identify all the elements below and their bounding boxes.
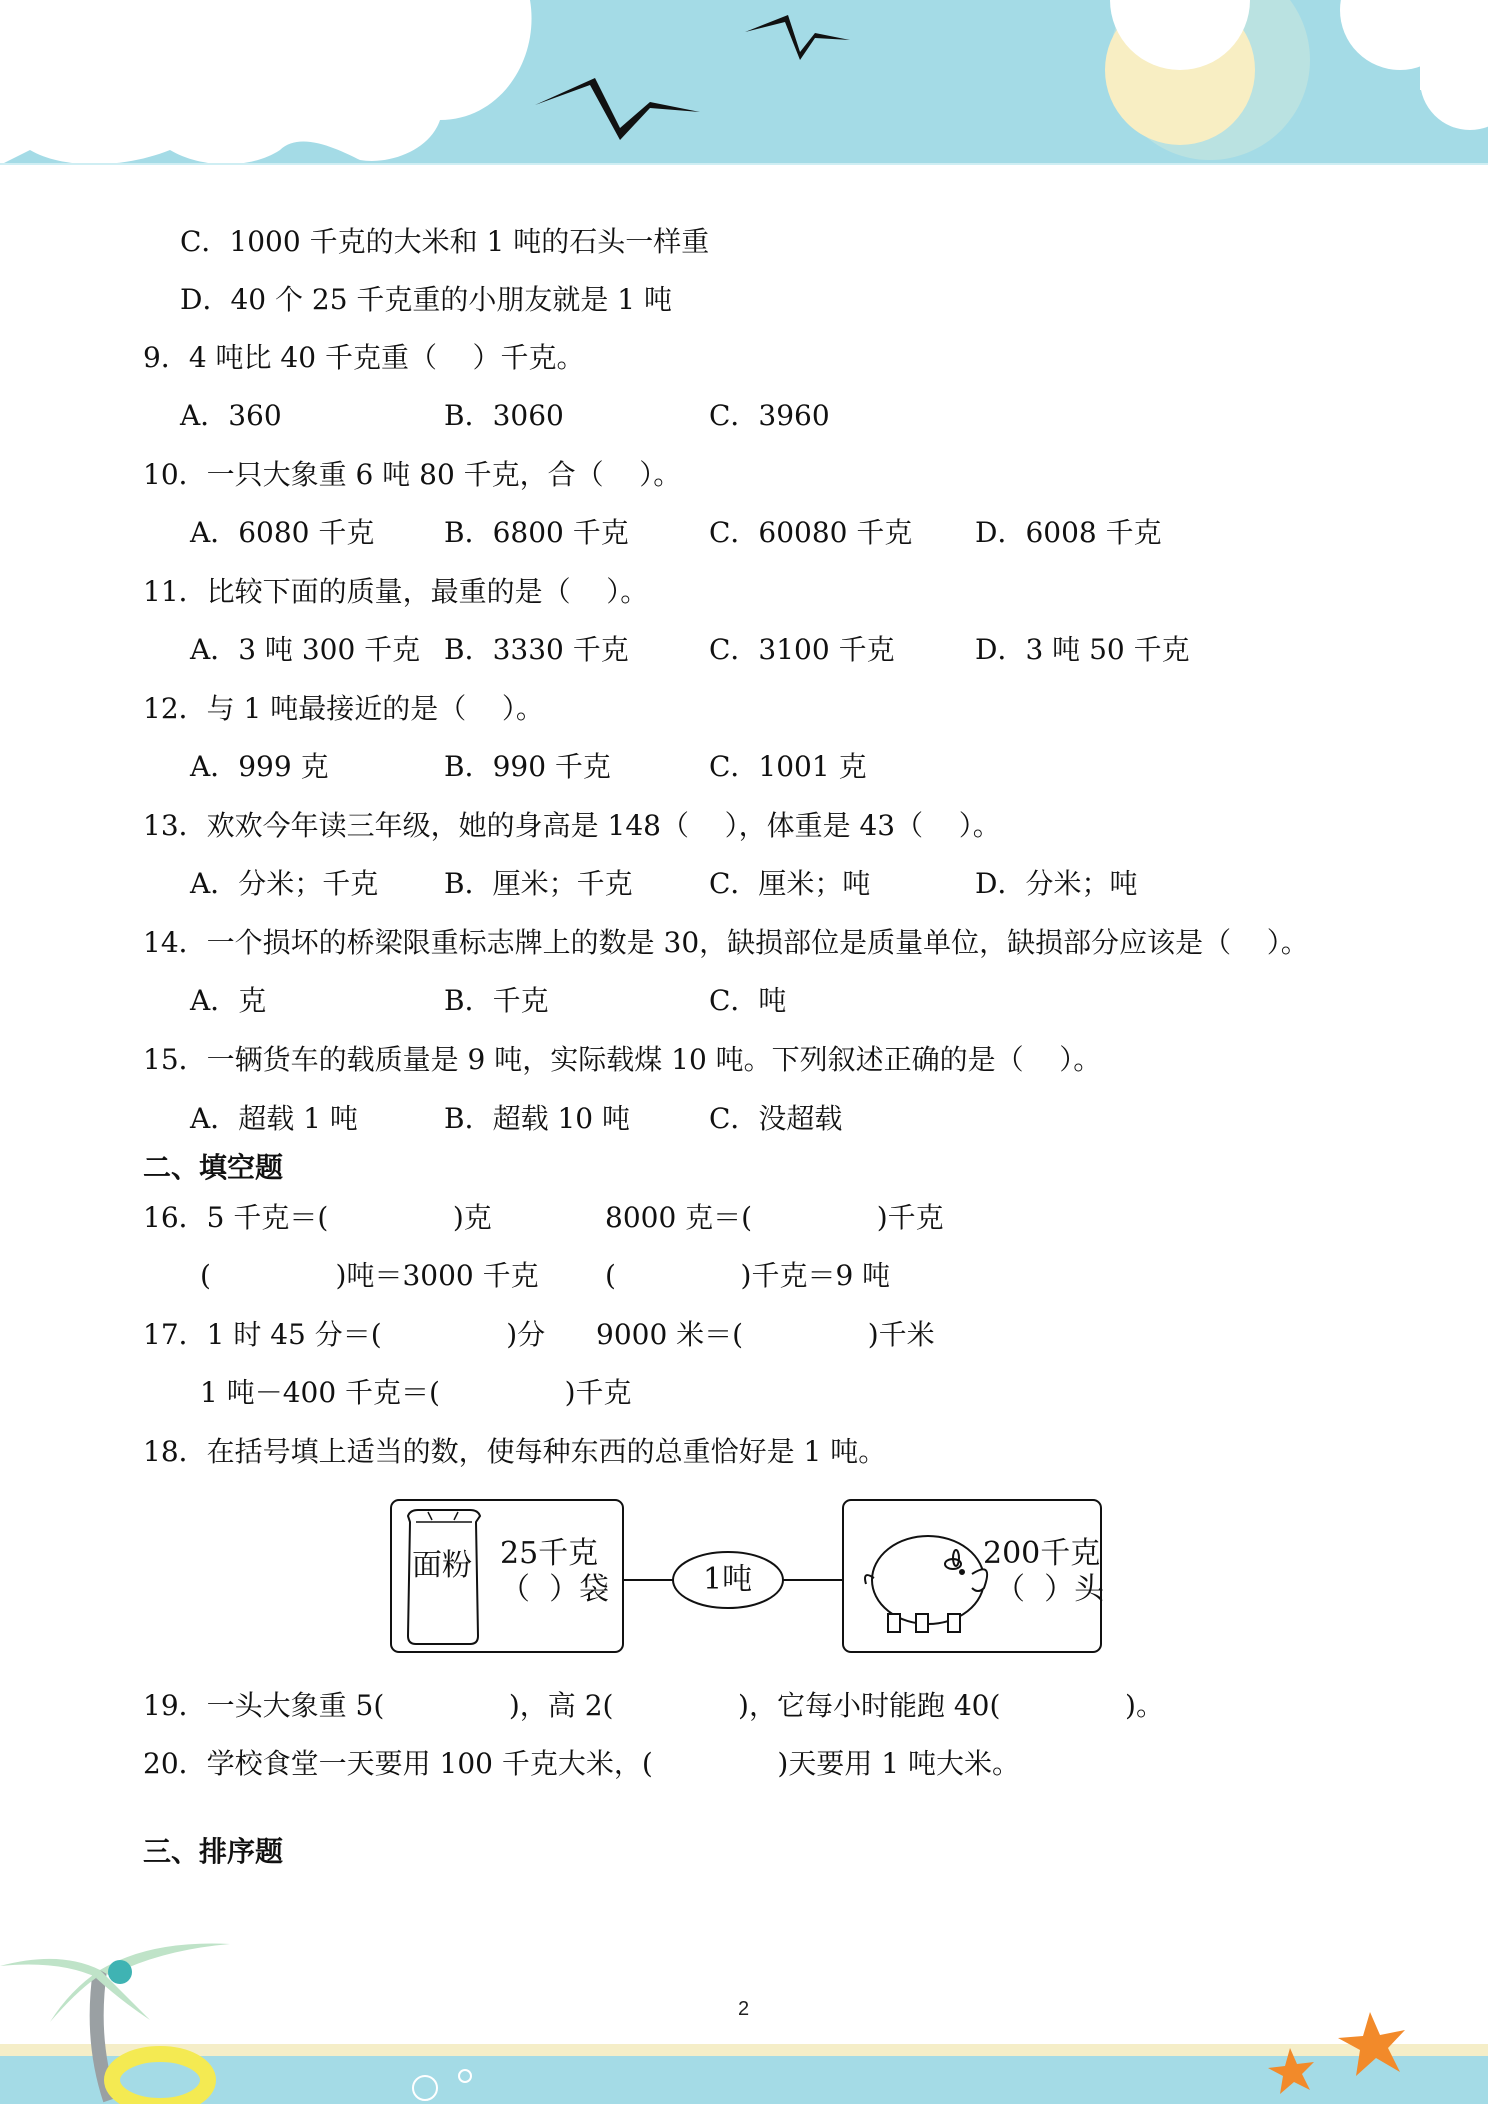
question-15: 15．一辆货车的载质量是 9 吨，实际载煤 10 吨。下列叙述正确的是（ ）。 bbox=[143, 1043, 1102, 1076]
option-15c: C．没超载 bbox=[709, 1102, 843, 1135]
option-13d: D．分米；吨 bbox=[975, 867, 1138, 900]
question-13: 13．欢欢今年读三年级，她的身高是 148（ ），体重是 43（ ）。 bbox=[143, 809, 1001, 842]
header-decoration bbox=[0, 0, 1488, 170]
option-15a: A．超载 1 吨 bbox=[190, 1102, 358, 1135]
option-11d: D．3 吨 50 千克 bbox=[975, 633, 1190, 666]
flour-unit: （ ）袋 bbox=[500, 1572, 610, 1607]
question-12: 12．与 1 吨最接近的是（ ）。 bbox=[143, 692, 544, 725]
question-17a: 17．1 时 45 分＝( )分 bbox=[143, 1318, 546, 1351]
option-11b: B．3330 千克 bbox=[444, 633, 629, 666]
section-2-title: 二、填空题 bbox=[143, 1151, 284, 1184]
option-12a: A．999 克 bbox=[190, 750, 329, 783]
page-number: 2 bbox=[738, 1998, 750, 2020]
question-18: 18．在括号填上适当的数，使每种东西的总重恰好是 1 吨。 bbox=[143, 1435, 887, 1468]
option-10a: A．6080 千克 bbox=[190, 516, 375, 549]
question-11: 11．比较下面的质量，最重的是（ ）。 bbox=[143, 575, 649, 608]
option-9c: C．3960 bbox=[709, 399, 830, 432]
flour-label: 面粉 bbox=[412, 1548, 472, 1583]
option-8d: D．40 个 25 千克重的小朋友就是 1 吨 bbox=[180, 283, 673, 316]
pig-unit: （ ）头 bbox=[995, 1572, 1105, 1607]
option-8c: C．1000 千克的大米和 1 吨的石头一样重 bbox=[180, 225, 710, 258]
option-13a: A．分米；千克 bbox=[190, 867, 379, 900]
question-9: 9．4 吨比 40 千克重（ ）千克。 bbox=[143, 341, 585, 374]
footer-decoration bbox=[0, 1930, 1488, 2104]
option-12b: B．990 千克 bbox=[444, 750, 611, 783]
option-14a: A．克 bbox=[190, 984, 267, 1017]
question-17b: 9000 米＝( )千米 bbox=[596, 1318, 935, 1351]
option-10c: C．60080 千克 bbox=[709, 516, 913, 549]
flour-weight: 25千克 bbox=[500, 1536, 599, 1571]
option-13c: C．厘米；吨 bbox=[709, 867, 871, 900]
center-label: 1吨 bbox=[703, 1562, 753, 1597]
option-15b: B．超载 10 吨 bbox=[444, 1102, 631, 1135]
question-10: 10．一只大象重 6 吨 80 千克，合（ ）。 bbox=[143, 458, 682, 491]
option-9a: A．360 bbox=[180, 399, 282, 432]
option-14c: C．吨 bbox=[709, 984, 787, 1017]
question-19: 19．一头大象重 5( )，高 2( )，它每小时能跑 40( )。 bbox=[143, 1689, 1164, 1722]
question-16d: ( )千克＝9 吨 bbox=[605, 1259, 891, 1292]
question-16b: 8000 克＝( )千克 bbox=[605, 1201, 944, 1234]
question-16a: 16．5 千克＝( )克 bbox=[143, 1201, 492, 1234]
option-11c: C．3100 千克 bbox=[709, 633, 895, 666]
option-9b: B．3060 bbox=[444, 399, 564, 432]
option-12c: C．1001 克 bbox=[709, 750, 867, 783]
option-13b: B．厘米；千克 bbox=[444, 867, 633, 900]
question-16c: ( )吨＝3000 千克 bbox=[200, 1259, 539, 1292]
question-20: 20．学校食堂一天要用 100 千克大米，( )天要用 1 吨大米。 bbox=[143, 1747, 1020, 1780]
question-17c: 1 吨－400 千克＝( )千克 bbox=[200, 1376, 632, 1409]
option-10d: D．6008 千克 bbox=[975, 516, 1162, 549]
pig-weight: 200千克 bbox=[983, 1536, 1101, 1571]
option-11a: A．3 吨 300 千克 bbox=[190, 633, 421, 666]
section-3-title: 三、排序题 bbox=[143, 1835, 284, 1868]
option-14b: B．千克 bbox=[444, 984, 549, 1017]
option-10b: B．6800 千克 bbox=[444, 516, 629, 549]
question-14: 14．一个损坏的桥梁限重标志牌上的数是 30，缺损部位是质量单位，缺损部分应该是（ ）。 bbox=[143, 926, 1309, 959]
